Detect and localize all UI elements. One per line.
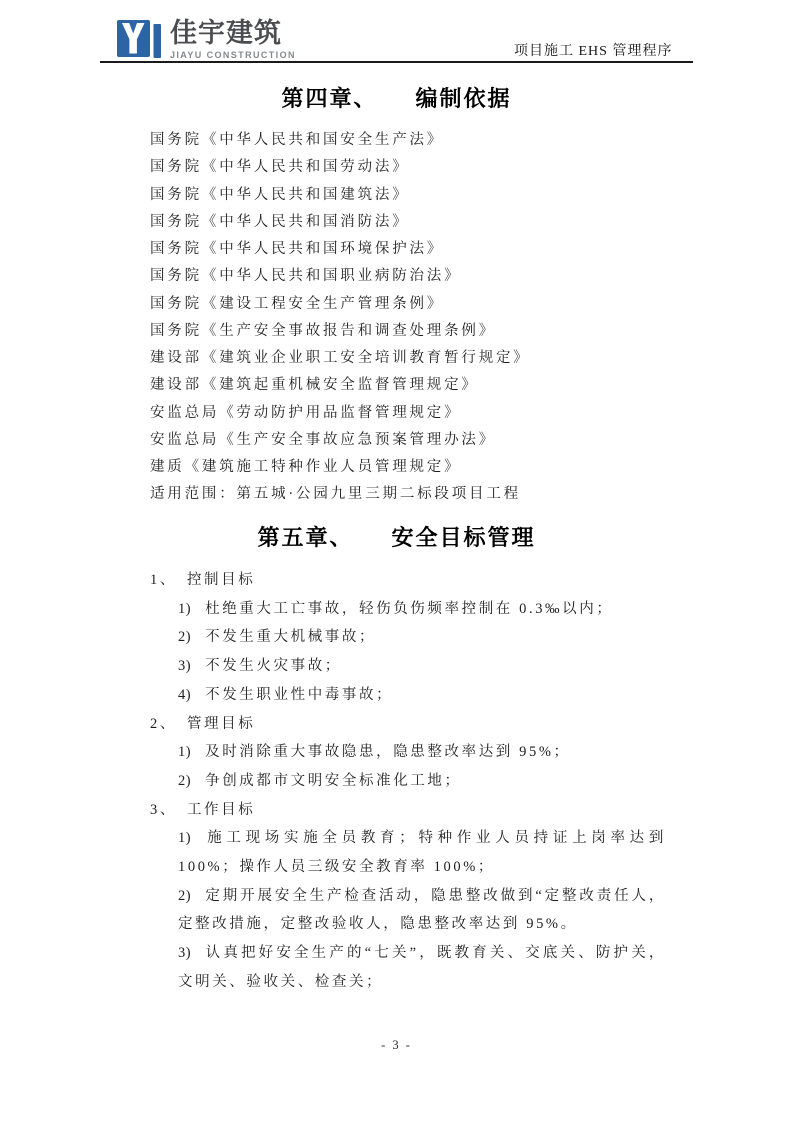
goal-item-number: 2) (178, 887, 192, 904)
header-rule (100, 61, 693, 63)
reference-item: 国务院《中华人民共和国建筑法》 (150, 186, 410, 203)
chapter5-title-text: 安全目标管理 (391, 525, 536, 550)
goal-item (178, 738, 666, 767)
goal-item-text: 认真把好安全生产的“七关”，既教育关、交底关、防护关，文明关、验收关、检查关； (178, 945, 666, 990)
goal-item (178, 824, 666, 881)
goal-item (178, 681, 666, 710)
section-label: 3、 (150, 801, 177, 818)
goal-item-number: 3) (178, 945, 192, 962)
goal-item-number: 1) (178, 600, 192, 617)
company-logo-text (170, 20, 296, 60)
goal-item-number: 4) (178, 686, 192, 703)
reference-item: 国务院《中华人民共和国安全生产法》 (150, 132, 445, 148)
reference-item: 国务院《中华人民共和国职业病防治法》 (150, 268, 462, 285)
reference-item: 国务院《中华人民共和国环境保护法》 (150, 241, 445, 257)
chapter5-content (150, 566, 666, 997)
reference-item: 建设部《建筑起重机械安全监督管理规定》 (150, 377, 479, 394)
reference-item: 适用范围：第五城·公园九里三期二标段项目工程 (150, 486, 521, 503)
doc-title: 项目施工 EHS 管理程序 (514, 44, 673, 59)
chapter4-title-text: 编制依据 (415, 86, 512, 111)
reference-item: 国务院《中华人民共和国消防法》 (150, 213, 410, 230)
section-heading-text: 管理目标 (186, 715, 256, 732)
goal-item (178, 939, 666, 996)
company-logo-icon (117, 20, 164, 62)
reference-item: 国务院《中华人民共和国劳动法》 (150, 159, 410, 176)
section-label: 1、 (150, 572, 177, 588)
goal-item-text: 施工现场实施全员教育；特种作业人员持证上岗率达到 100%；操作人员三级安全教育率 100%； (178, 830, 666, 876)
goal-item-number: 2) (178, 772, 192, 789)
chapter5-title-prefix: 第五章、 (257, 525, 354, 550)
chapter4-title-prefix: 第四章、 (281, 86, 378, 111)
goal-item (178, 882, 666, 939)
company-logo (117, 20, 296, 62)
goal-item-number: 1) (178, 830, 192, 847)
goal-item (178, 652, 666, 681)
goal-item-text: 不发生火灾事故； (205, 658, 342, 675)
company-name-en: JIAYU CONSTRUCTION (170, 50, 296, 60)
chapter4-title (0, 82, 793, 113)
goal-item-text: 不发生职业性中毒事故； (205, 686, 394, 703)
reference-item: 建设部《建筑业企业职工安全培训教育暂行规定》 (150, 350, 531, 366)
goal-item-number: 1) (178, 744, 192, 761)
section-heading-text: 工作目标 (186, 801, 256, 818)
goal-item (178, 623, 666, 652)
goal-item-number: 2) (178, 629, 192, 646)
reference-item: 安监总局《劳动防护用品监督管理规定》 (150, 404, 462, 421)
section-heading-management-goals (150, 710, 666, 739)
goal-item (178, 767, 666, 796)
goal-item-text: 及时消除重大事故隐患，隐患整改率达到 95%； (205, 744, 571, 761)
reference-item: 安监总局《生产安全事故应急预案管理办法》 (150, 431, 496, 448)
goal-item-text: 杜绝重大工亡事故，轻伤负伤频率控制在 0.3‰以内； (205, 600, 614, 617)
footer-page-number: - 3 - (381, 1038, 412, 1052)
section-heading-text: 控制目标 (186, 572, 256, 588)
goal-item-text: 争创成都市文明安全标准化工地； (205, 772, 462, 789)
section-heading-control-goals (150, 566, 666, 595)
section-label: 2、 (150, 715, 177, 732)
reference-item: 国务院《建设工程安全生产管理条例》 (150, 295, 445, 312)
company-name-zh: 佳宇建筑 (170, 18, 282, 48)
reference-item: 建质《建筑施工特种作业人员管理规定》 (150, 459, 462, 475)
chapter5-title (0, 521, 793, 552)
goal-item-number: 3) (178, 658, 192, 675)
goal-item-text: 不发生重大机械事故； (205, 629, 377, 646)
reference-item: 国务院《生产安全事故报告和调查处理条例》 (150, 322, 496, 339)
goal-item-text: 定期开展安全生产检查活动，隐患整改做到“定整改责任人，定整改措施，定整改验收人，隐患整改率达到 95%。 (178, 887, 666, 933)
section-heading-work-goals (150, 796, 666, 825)
goal-item (178, 595, 666, 624)
chapter4-reference-list (150, 127, 531, 509)
